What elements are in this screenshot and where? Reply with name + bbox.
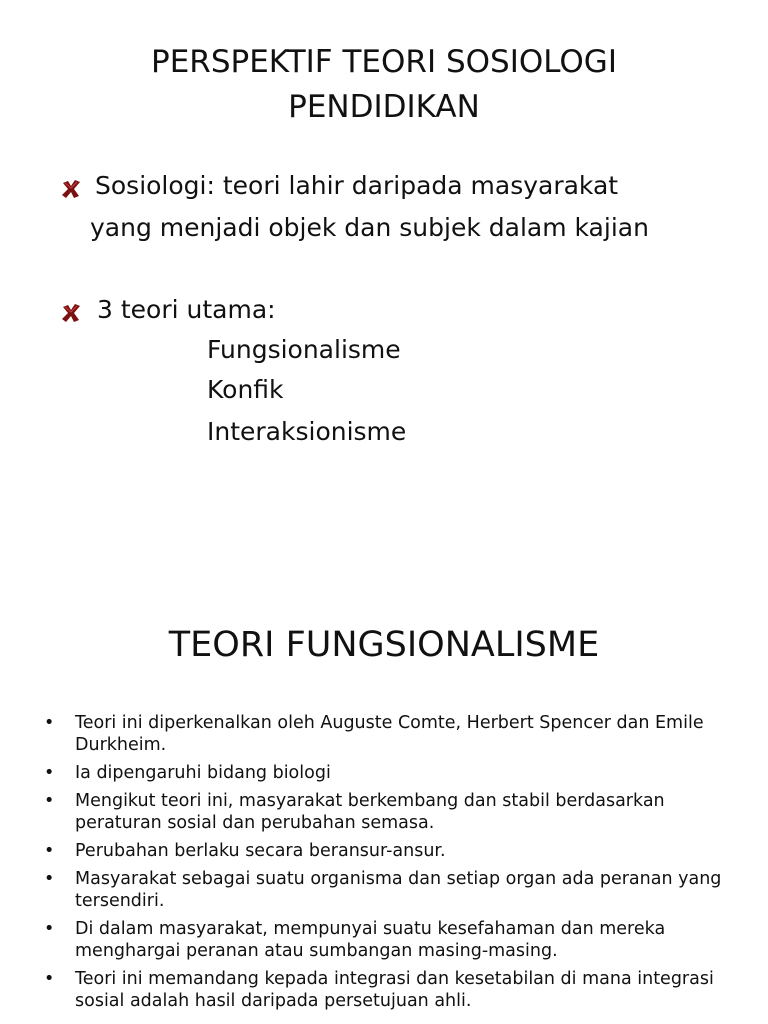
list-item-text: Teori ini memandang kepada integrasi dan kesetabilan di mana integrasi sosial adalah hasil daripada persetujuan ahli. <box>75 969 714 1011</box>
point-1-line-2: yang menjadi objek dan subjek dalam kajian <box>90 213 649 242</box>
x-mark-icon <box>60 302 82 324</box>
bullet-dot: • <box>44 791 55 811</box>
theory-item: Konfik <box>207 375 284 404</box>
list-item-text: Ia dipengaruhi bidang biologi <box>75 763 331 783</box>
bullet-dot: • <box>44 841 55 861</box>
list-item-text: Di dalam masyarakat, mempunyai suatu kesefahaman dan mereka menghargai peranan atau sumbangan masing-masing. <box>75 919 666 961</box>
x-mark-icon <box>60 178 82 200</box>
list-item <box>40 968 730 1012</box>
slide-1-title-line-1: PERSPEKTIF TEORI SOSIOLOGI <box>151 44 617 80</box>
list-item-text: Perubahan berlaku secara beransur-ansur. <box>75 841 446 861</box>
bullet-dot: • <box>44 969 55 989</box>
list-item-text: Masyarakat sebagai suatu organisma dan setiap organ ada peranan yang tersendiri. <box>75 869 722 911</box>
bullet-dot: • <box>44 763 55 783</box>
theory-item: Interaksionisme <box>207 417 407 446</box>
point-2-label: 3 teori utama: <box>97 295 276 324</box>
list-item <box>40 790 730 834</box>
list-item <box>40 918 730 962</box>
bullet-dot: • <box>44 919 55 939</box>
slide-2 <box>0 600 768 1024</box>
list-item <box>40 840 730 862</box>
theory-item: Fungsionalisme <box>207 335 401 364</box>
list-item-text: Mengikut teori ini, masyarakat berkembang dan stabil berdasarkan peraturan sosial dan perubahan semasa. <box>75 791 665 833</box>
list-item-text: Teori ini diperkenalkan oleh Auguste Comte, Herbert Spencer dan Emile Durkheim. <box>75 713 704 755</box>
point-1-line-1: Sosiologi: teori lahir daripada masyarakat <box>95 171 619 200</box>
list-item <box>40 762 730 784</box>
slide-1-title-line-2: PENDIDIKAN <box>288 89 480 125</box>
slide-1-title <box>0 40 768 130</box>
list-item <box>40 868 730 912</box>
bullet-dot: • <box>44 869 55 889</box>
fungsionalisme-list <box>40 712 730 1018</box>
slide-2-title: TEORI FUNGSIONALISME <box>168 625 600 665</box>
bullet-dot: • <box>44 713 55 733</box>
list-item <box>40 712 730 756</box>
